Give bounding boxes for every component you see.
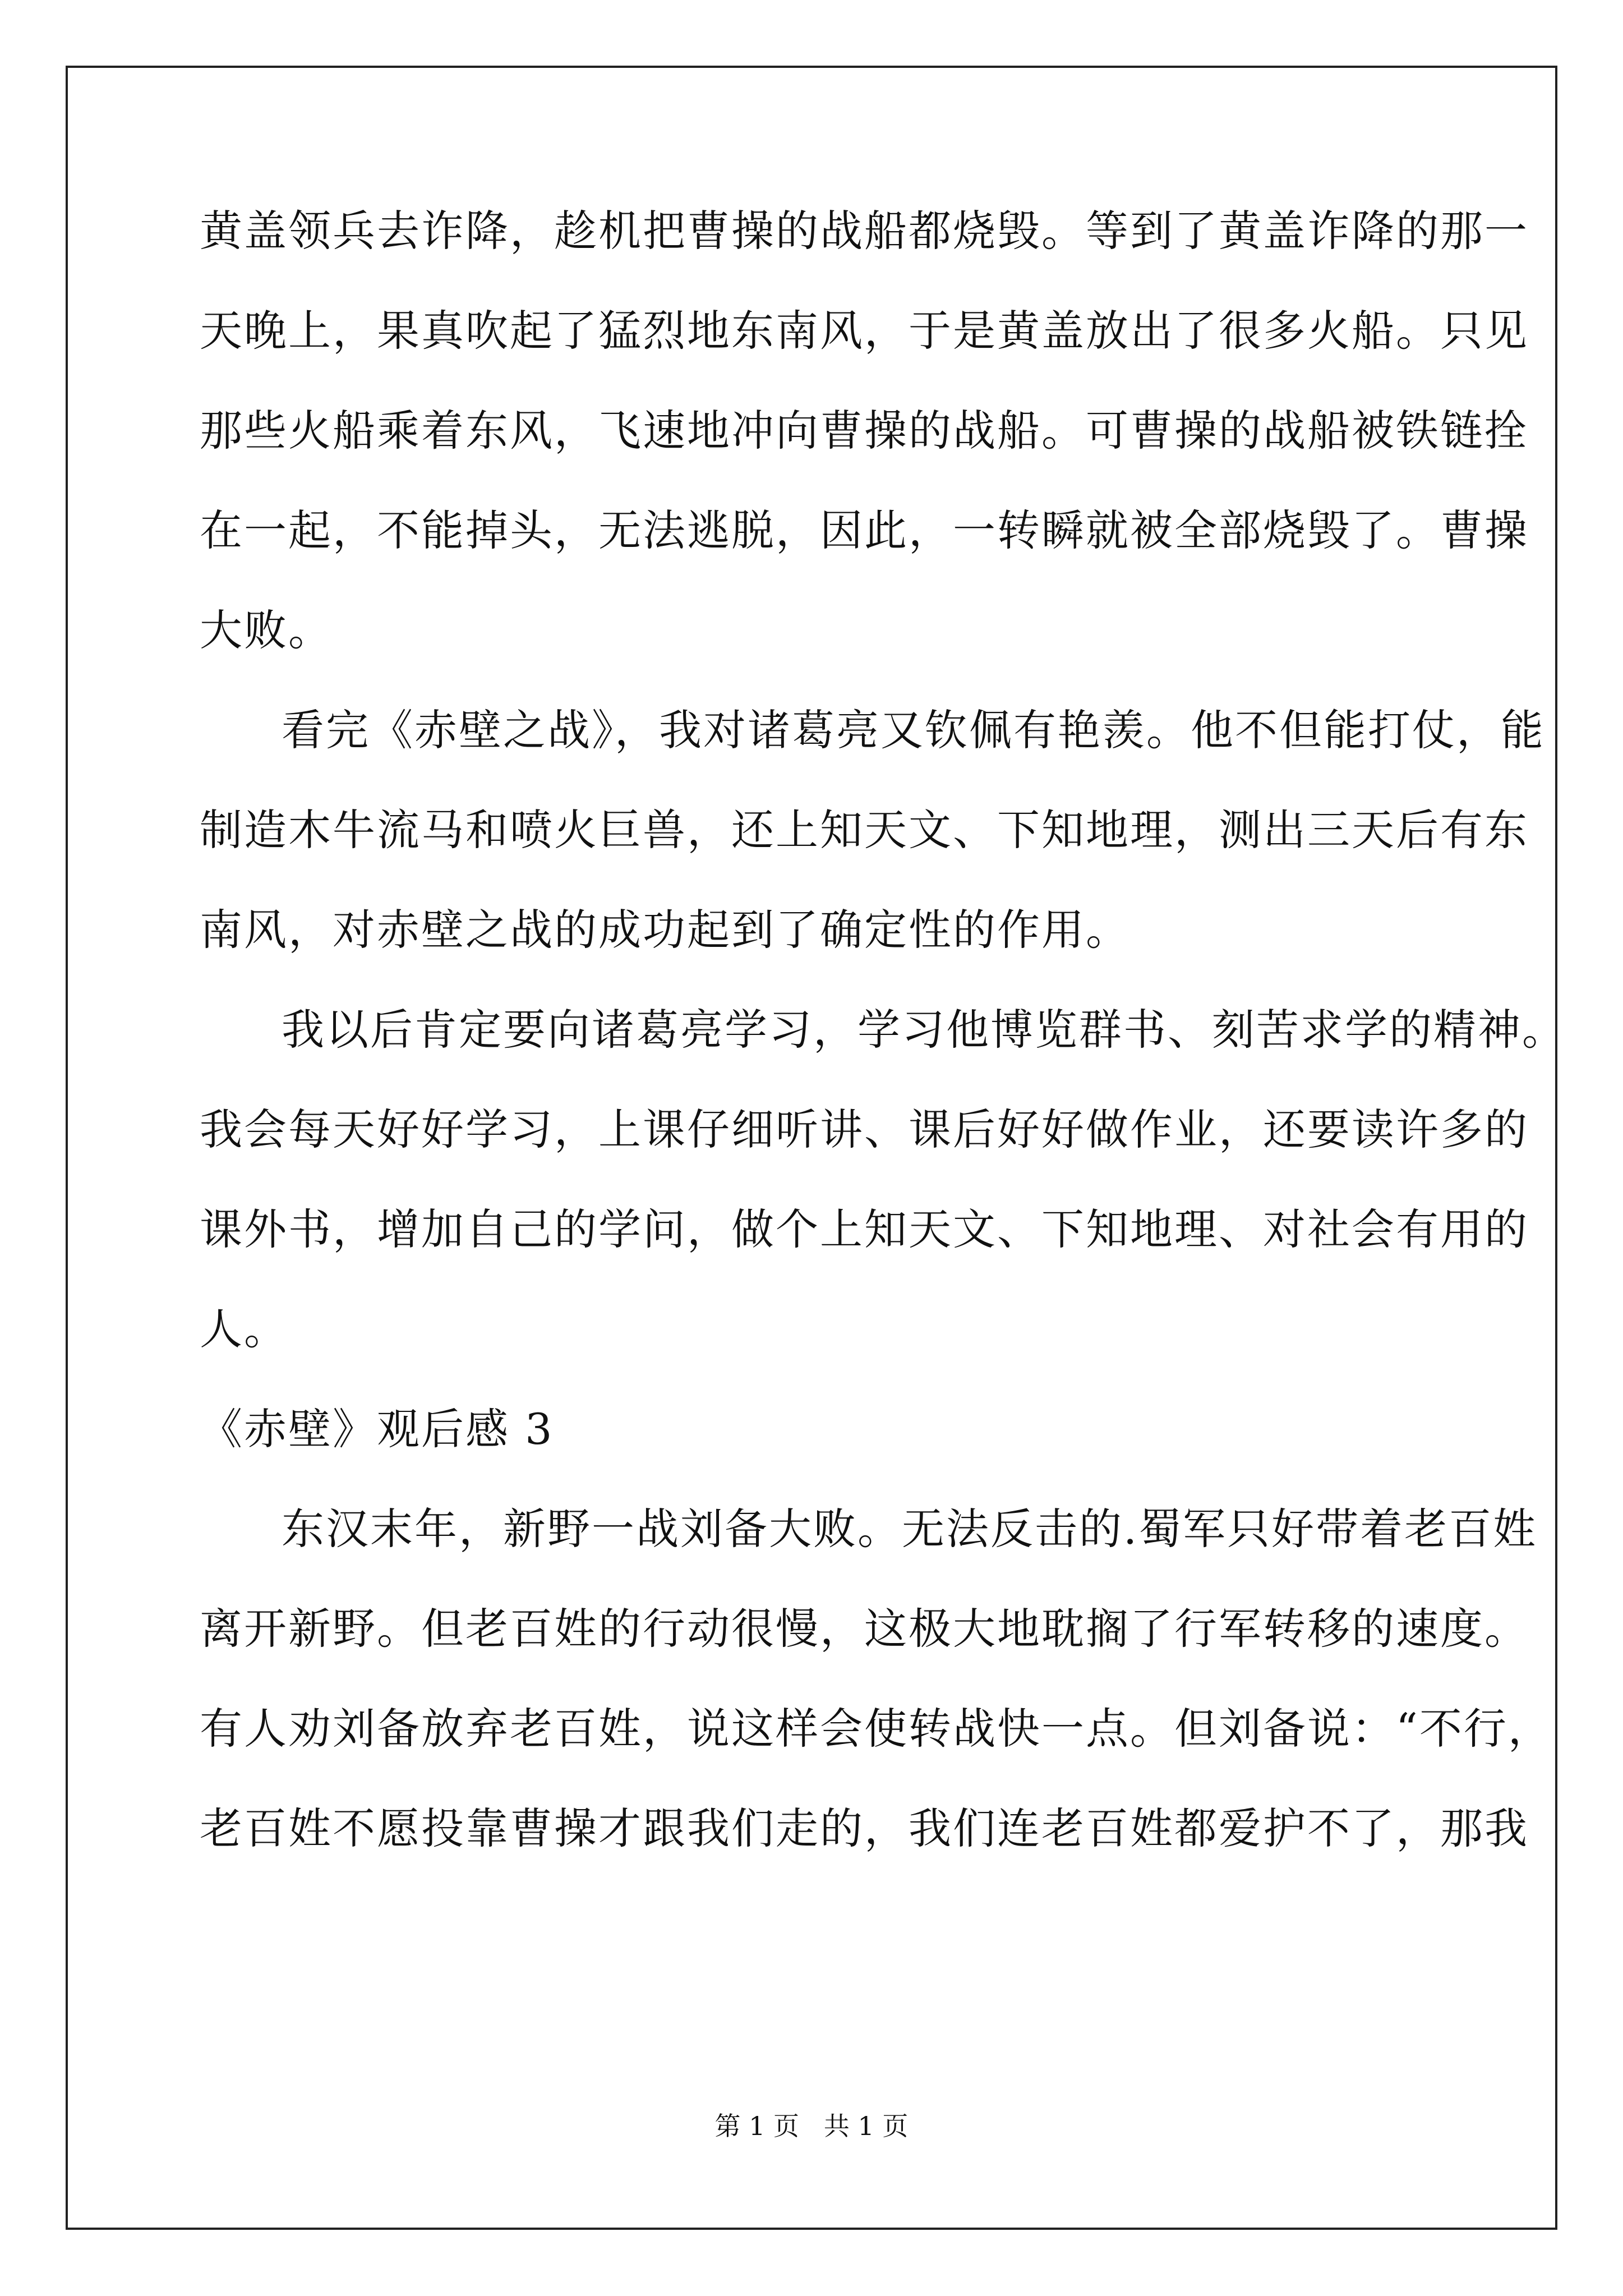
body-line: 我会每天好好学习，上课仔细听讲、课后好好做作业，还要读许多的 xyxy=(200,1105,1529,1154)
body-line: 离开新野。但老百姓的行动很慢，这极大地耽搁了行军转移的速度。 xyxy=(200,1604,1529,1654)
body-line: 天晚上，果真吹起了猛烈地东南风，于是黄盖放出了很多火船。只见 xyxy=(200,306,1529,356)
body-line: 在一起，不能掉头，无法逃脱，因此，一转瞬就被全部烧毁了。曹操 xyxy=(200,505,1529,555)
paragraph-first-line: 东汉末年，新野一战刘备大败。无法反击的.蜀军只好带着老百姓 xyxy=(282,1504,1538,1554)
body-line: 那些火船乘着东风，飞速地冲向曹操的战船。可曹操的战船被铁链拴 xyxy=(200,406,1529,455)
body-line: 大败。 xyxy=(200,605,333,655)
body-line: 老百姓不愿投靠曹操才跟我们走的，我们连老百姓都爱护不了，那我 xyxy=(200,1803,1529,1853)
body-line: 黄盖领兵去诈降，趁机把曹操的战船都烧毁。等到了黄盖诈降的那一 xyxy=(200,206,1529,256)
body-line: 有人劝刘备放弃老百姓，说这样会使转战快一点。但刘备说：“不行， xyxy=(200,1704,1552,1754)
section-heading: 《赤壁》观后感 3 xyxy=(200,1404,554,1454)
paragraph-first-line: 我以后肯定要向诸葛亮学习，学习他博览群书、刻苦求学的精神。 xyxy=(282,1005,1566,1055)
body-line: 制造木牛流马和喷火巨兽，还上知天文、下知地理，测出三天后有东 xyxy=(200,805,1529,855)
body-line: 南风，对赤壁之战的成功起到了确定性的作用。 xyxy=(200,905,1130,955)
body-line: 人。 xyxy=(200,1304,288,1354)
page-number-footer: 第 1 页 共 1 页 xyxy=(714,2111,909,2141)
paragraph-first-line: 看完《赤壁之战》，我对诸葛亮又钦佩有艳羡。他不但能打仗，能 xyxy=(282,705,1545,755)
body-line: 课外书，增加自己的学问，做个上知天文、下知地理、对社会有用的 xyxy=(200,1204,1529,1254)
